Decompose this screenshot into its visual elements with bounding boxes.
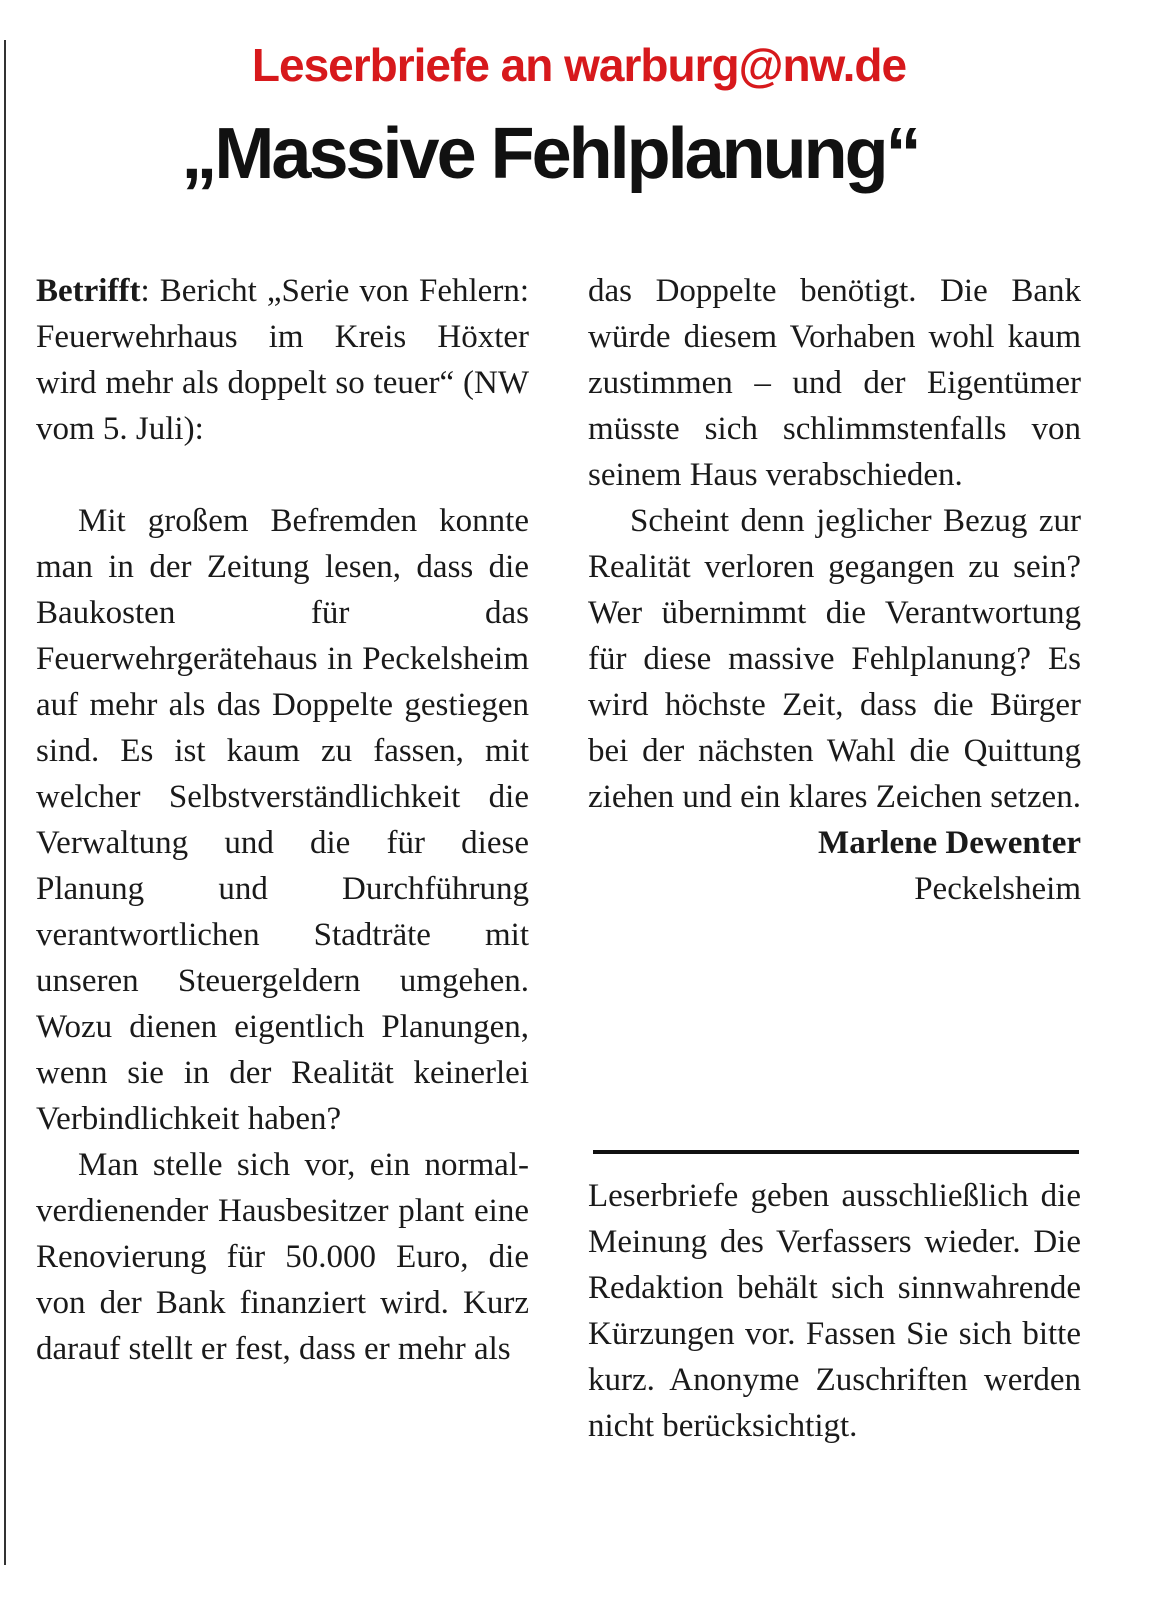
- disclaimer-divider: [593, 1150, 1079, 1154]
- letter-column-right: [588, 268, 1081, 912]
- reference-text: : Bericht „Serie von Fehlern: Feuerwehrhaus im Kreis Höxter wird mehr als doppelt so teuer“ (NW vom 5. Juli):: [36, 273, 529, 447]
- editorial-disclaimer: Leserbriefe geben ausschließlich die Meinung des Verfassers wieder. Die Redaktion behält sich sinnwahrende Kürzungen vor. Fassen Sie sich bitte kurz. Anonyme Zuschriften werden nicht berücksichtigt.: [588, 1178, 1081, 1444]
- reference-label: Betrifft: [36, 273, 141, 309]
- section-kicker: Leserbriefe an warburg@nw.de: [251, 39, 907, 91]
- letter-paragraph-1: Mit großem Befremden konnte man in der Zeitung lesen, dass die Baukosten für das Feuerwehrgerätehaus in Peckelsheim auf mehr als das Doppelte gestiegen sind. Es ist kaum zu fassen, mit welcher Selbstverständlichkeit die Verwaltung und die für diese Planung und Durchführung verantwortlichen Stadträte mit unseren Steuergeldern umgehen. Wozu dienen eigentlich Planungen, wenn sie in der Realität keinerlei Verbindlichkeit haben?: [36, 503, 529, 1137]
- paragraph-gap: [36, 452, 529, 498]
- author-place: Peckelsheim: [914, 871, 1081, 907]
- letter-paragraph-2-start: Man stelle sich vor, ein normalverdienender Hausbesitzer plant eine Renovierung für 50.000 Euro, die von der Bank finanziert wird. Kurz darauf stellt er fest, dass er mehr als: [36, 1147, 529, 1367]
- author-name: Marlene Dewenter: [818, 825, 1081, 861]
- letter-paragraph-2-end: das Doppelte benötigt. Die Bank würde diesem Vorhaben wohl kaum zustimmen – und der Eigentümer müsste sich schlimmstenfalls von seinem Haus verabschieden.: [588, 273, 1081, 493]
- letter-headline: „Massive Fehlplanung“: [181, 114, 919, 194]
- left-column-rule: [4, 40, 6, 1565]
- letter-paragraph-3: Scheint denn jeglicher Bezug zur Realität verloren gegangen zu sein? Wer übernimmt die Verantwortung für diese massive Fehlplanung? Es wird höchste Zeit, dass die Bürger bei der nächsten Wahl die Quittung ziehen und ein klares Zeichen setzen.: [588, 503, 1081, 815]
- letter-column-left: [36, 268, 529, 1372]
- reference-line: [36, 268, 529, 452]
